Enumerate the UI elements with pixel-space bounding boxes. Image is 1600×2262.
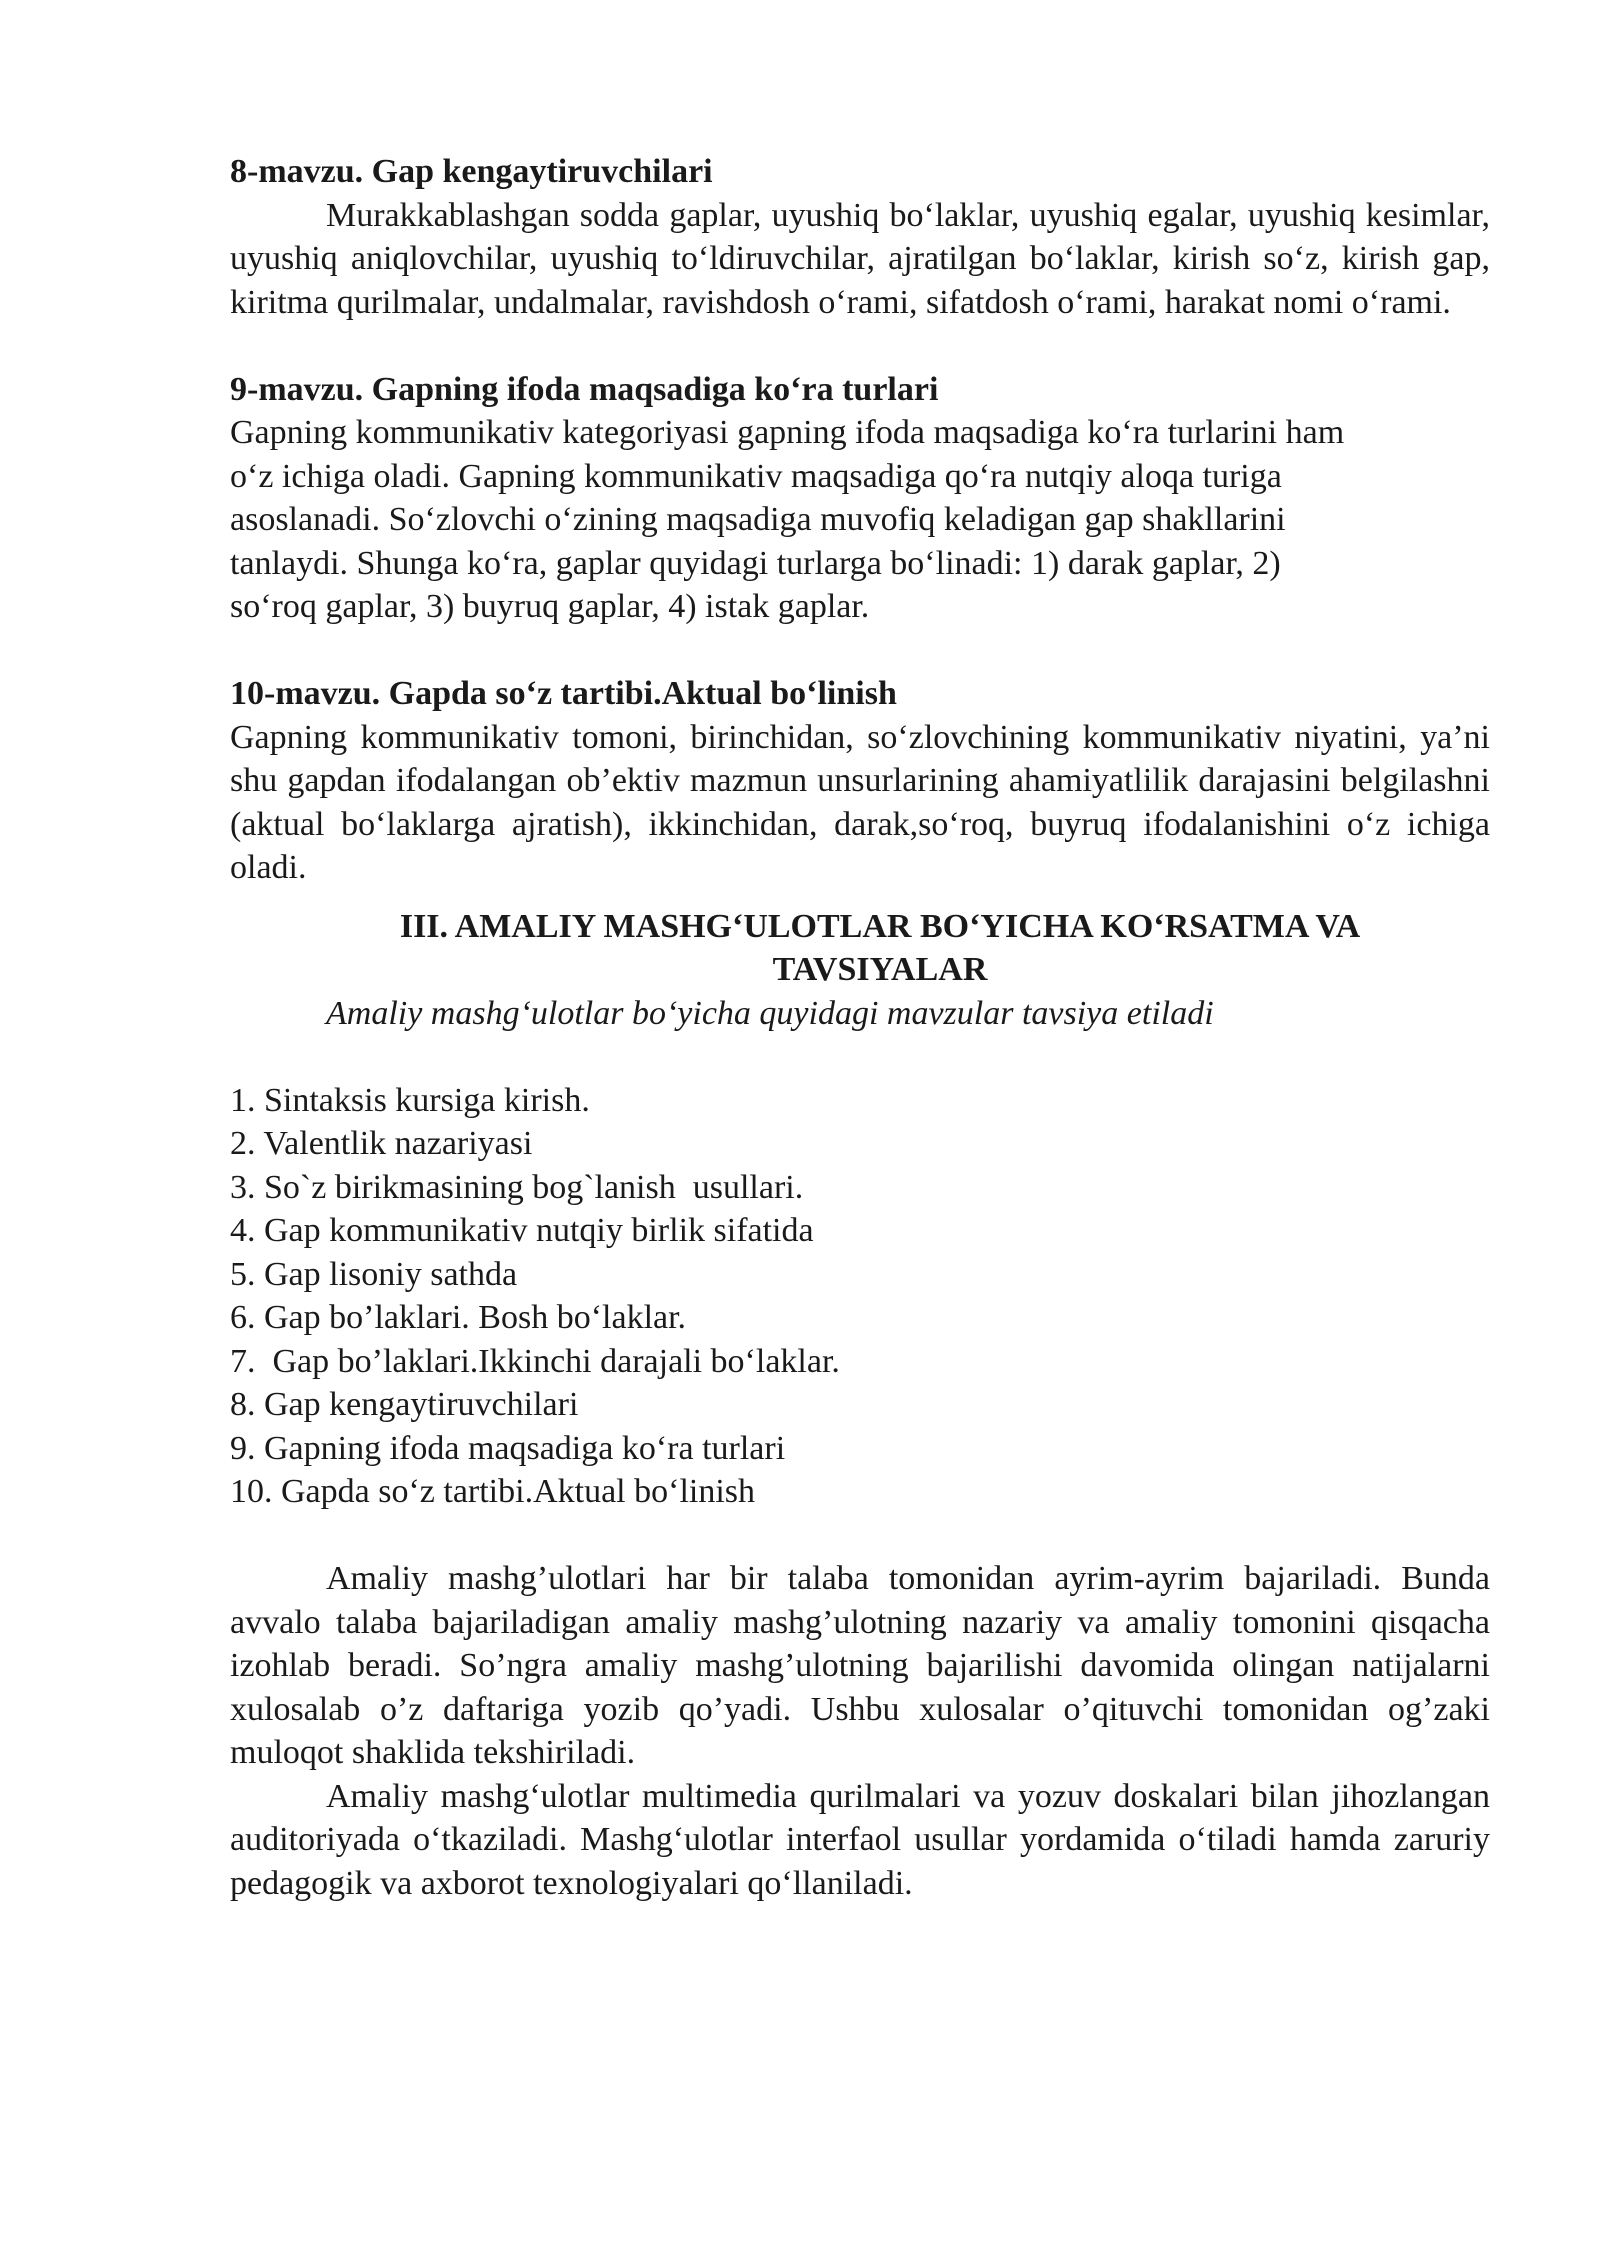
list-item: 7. Gap bo’laklari.Ikkinchi darajali bo‘laklar. [230, 1342, 840, 1380]
practical-topics-list [230, 1079, 1490, 1514]
list-item: 5. Gap lisoniy sathda [230, 1255, 518, 1293]
spacer [230, 324, 1490, 368]
document-page [230, 150, 1490, 1905]
topic-9-heading: 9-mavzu. Gapning ifoda maqsadiga ko‘ra turlari [230, 370, 939, 408]
list-item: 10. Gapda so‘z tartibi.Aktual bo‘linish [230, 1473, 756, 1510]
spacer [230, 1035, 1490, 1079]
list-item: 4. Gap kommunikativ nutqiy birlik sifatida [230, 1212, 814, 1249]
topic-9-line: tanlaydi. Shunga ko‘ra, gaplar quyidagi turlarga bo‘linadi: 1) darak gaplar, 2) [230, 544, 1281, 582]
list-item: 9. Gapning ifoda maqsadiga ko‘ra turlari [230, 1429, 786, 1467]
list-item: 6. Gap bo’laklari. Bosh bo‘laklar. [230, 1299, 687, 1336]
practical-paragraph-1: Amaliy mashg’ulotlari har bir talaba tomonidan ayrim-ayrim bajariladi. Bunda avvalo talaba bajariladigan amaliy mashg’ulotning nazariy va amaliy tomonini qisqacha izohlab beradi. So’ngra amaliy mashg’ulotning bajarilishi davomida olingan natijalarni xulosalab o’z daftariga yozib qo’yadi. Ushbu xulosalar o’qituvchi tomonidan og’zaki muloqot shaklida tekshiriladi. [230, 1560, 1490, 1771]
topic-9-line: so‘roq gaplar, 3) buyruq gaplar, 4) istak gaplar. [230, 588, 870, 625]
topic-8-heading: 8-mavzu. Gap kengaytiruvchilari [230, 153, 713, 190]
spacer [230, 629, 1490, 673]
topic-8-body: Murakkablashgan sodda gaplar, uyushiq bo‘laklar, uyushiq egalar, uyushiq kesimlar, uyushiq aniqlovchilar, uyushiq to‘ldiruvchilar, ajratilgan bo‘laklar, kirish so‘z, kirish gap, kiritma qurilmalar, undalmalar, ravishdosh o‘rami, sifatdosh o‘rami, harakat nomi o‘rami. [230, 196, 1490, 321]
list-item: 2. Valentlik nazariyasi [230, 1125, 533, 1162]
list-item: 3. So`z birikmasining bog`lanish usullari. [230, 1168, 804, 1206]
topic-9-line: asoslanadi. So‘zlovchi o‘zining maqsadiga muvofiq keladigan gap shakllarini [230, 501, 1286, 538]
topic-9-body [230, 411, 1490, 629]
section-title-line-2: TAVSIYALAR [772, 951, 988, 988]
list-item: 8. Gap kengaytiruvchilari [230, 1386, 579, 1423]
topic-10-heading: 10-mavzu. Gapda so‘z tartibi.Aktual bo‘linish [230, 675, 897, 712]
list-item: 1. Sintaksis kursiga kirish. [230, 1081, 590, 1119]
section-title-line-1: III. AMALIY MASHG‘ULOTLAR BO‘YICHA KO‘RSATMA VA [399, 907, 1361, 945]
topic-10-body: Gapning kommunikativ tomoni, birinchidan, so‘zlovchining kommunikativ niyatini, ya’ni shu gapdan ifodalangan ob’ektiv mazmun unsurlarining ahamiyatlilik darajasini belgilashni (aktual bo‘laklarga ajratish), ikkinchidan, darak,so‘roq, buyruq ifodalanishini o‘z ichiga oladi. [230, 718, 1490, 886]
section-subtitle: Amaliy mashg‘ulotlar bo‘yicha quyidagi mavzular tavsiya etiladi [326, 994, 1214, 1032]
topic-9-line: o‘z ichiga oladi. Gapning kommunikativ maqsadiga qo‘ra nutqiy aloqa turiga [230, 457, 1282, 495]
spacer [230, 890, 1490, 905]
topic-9-line: Gapning kommunikativ kategoriyasi gapning ifoda maqsadiga ko‘ra turlarini ham [230, 414, 1345, 451]
practical-paragraph-2: Amaliy mashg‘ulotlar multimedia qurilmalari va yozuv doskalari bilan jihozlangan auditoriyada o‘tkaziladi. Mashg‘ulotlar interfaol usullar yordamida o‘tiladi hamda zaruriy pedagogik va axborot texnologiyalari qo‘llaniladi. [230, 1777, 1490, 1902]
spacer [230, 1514, 1490, 1558]
